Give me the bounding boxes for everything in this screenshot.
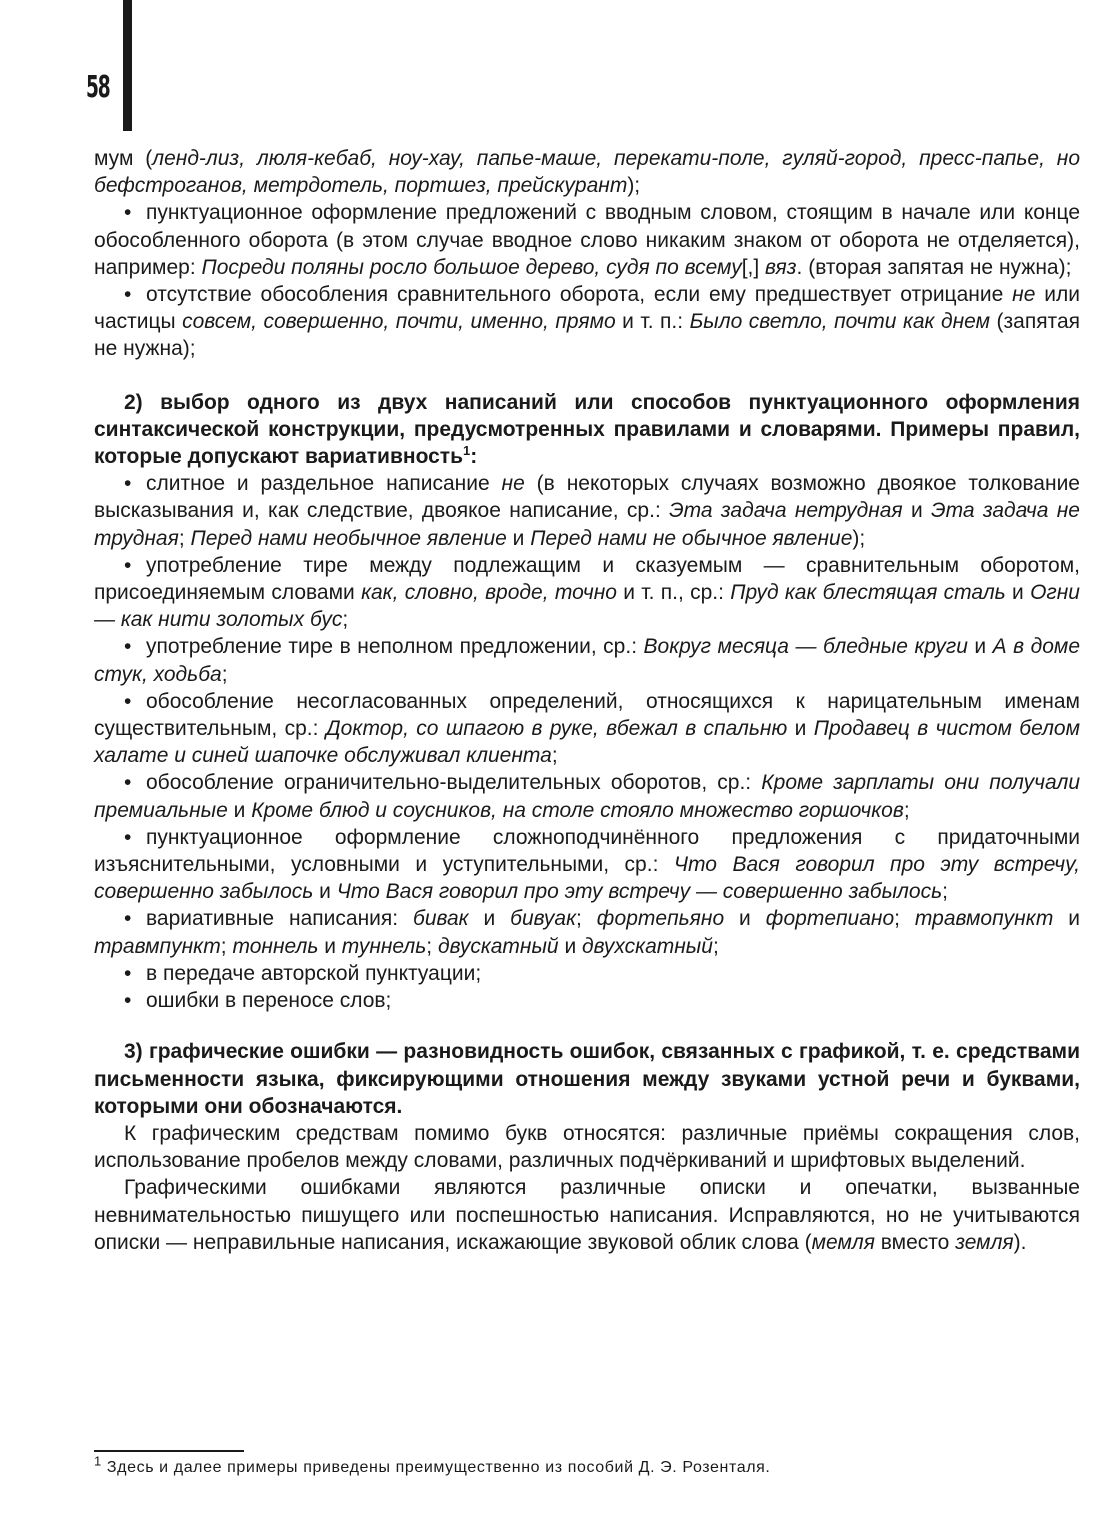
bullet-item: • пунктуационное оформление предложений с вводным словом, стоящим в начале или конце обособленного оборота (в этом случае вводное слово никаким знаком от оборота не отделяется), например: Посреди поляны росло большое дерево, судя по всему[,] вяз. (вторая запятая не нужна);	[94, 201, 1080, 279]
paragraph: Графическими ошибками являются различные описки и опечатки, вызванные невнимательностью пишущего или поспешностью написания. Исправляются, но не учитываются описки — неправильные написания, искажающие звуковой облик слова (мемля вместо земля).	[94, 1176, 1080, 1254]
bullet-icon: •	[124, 201, 132, 225]
bullet-item: • употребление тире между подлежащим и сказуемым — сравнительным оборотом, присоединяемым словами как, словно, вроде, точно и т. п., ср.: Пруд как блестящая сталь и Огни — как нити золотых бус;	[94, 553, 1080, 632]
bullet-icon: •	[124, 825, 132, 849]
bullet-item: • слитное и раздельное написание не (в некоторых случаях возможно двоякое толкование высказывания и, как следствие, двоякое написание, ср.: Эта задача нетрудная и Эта задача не трудная; Перед нами необычное явление и Перед нами не обычное явление);	[94, 472, 1080, 550]
footnote-divider	[94, 1450, 244, 1452]
section-heading: 3) графические ошибки — разновидность ошибок, связанных с графикой, т. е. средствами письменности языка, фиксирующими отношения между звуками устной речи и буквами, которыми они обозначаются.	[94, 1040, 1080, 1118]
bullet-item: • пунктуационное оформление сложноподчинённого предложения с придаточными изъяснительными, условными и уступительными, ср.: Что Вася говорил про эту встречу, совершенно забылось и Что Вася говорил про эту встречу — совершенно забылось;	[94, 825, 1080, 904]
bullet-item: • ошибки в переносе слов;	[94, 987, 1080, 1014]
bullet-icon: •	[124, 472, 132, 496]
bullet-item: • употребление тире в неполном предложении, ср.: Вокруг месяца — бледные круги и А в доме стук, ходьба;	[94, 635, 1081, 686]
bullet-icon: •	[124, 553, 132, 577]
bullet-icon: •	[124, 989, 132, 1013]
page-content	[94, 145, 1080, 1256]
section-heading: 2) выбор одного из двух написаний или способов пунктуационного оформления синтаксической конструкции, предусмотренных правилами и словарями. Примеры правил, которые допускают вариативность$^1$:	[94, 390, 1080, 469]
bullet-item: • обособление несогласованных определений, относящихся к нарицательным именам существительным, ср.: Доктор, со шпагою в руке, вбежал в спальню и Продавец в чистом белом халате и синей шапочке обслуживал клиента;	[94, 689, 1080, 768]
bullet-item: • в передаче авторской пунктуации;	[94, 960, 1080, 987]
bullet-item: • отсутствие обособления сравнительного оборота, если ему предшествует отрицание не или частицы совсем, совершенно, почти, именно, прямо и т. п.: Было светло, почти как днем (запятая не нужна);	[94, 283, 1080, 361]
bullet-item: • вариативные написания: бивак и бивуак; фортепьяно и фортепиано; травмопункт и травмпункт; тоннель и туннель; двускатный и двухскатный;	[94, 907, 1080, 958]
footnote: $^1$ Здесь и далее примеры приведены преимущественно из пособий Д. Э. Розенталя.	[94, 1453, 771, 1476]
bullet-icon: •	[124, 689, 132, 713]
bullet-icon: •	[124, 907, 132, 931]
page-number: 58	[86, 70, 110, 105]
bullet-icon: •	[124, 961, 132, 985]
footnote-mark: 1	[94, 1453, 102, 1469]
footnote-ref: 1	[463, 443, 471, 459]
bullet-icon: •	[124, 771, 132, 795]
paragraph-continuation: мум (ленд-лиз, люля-кебаб, ноу-хау, папье-маше, перекати-поле, гуляй-город, пресс-папье, но бефстроганов, метрдотель, портшез, прейскурант);	[94, 147, 1080, 198]
paragraph: К графическим средствам помимо букв относятся: различные приёмы сокращения слов, использование пробелов между словами, различных подчёркиваний и шрифтовых выделений.	[94, 1121, 1080, 1173]
bullet-icon: •	[124, 283, 132, 307]
margin-rule	[123, 0, 132, 131]
bullet-item: • обособление ограничительно-выделительных оборотов, ср.: Кроме зарплаты они получали премиальные и Кроме блюд и соусников, на столе стояло множество горшочков;	[94, 771, 1080, 822]
bullet-icon: •	[124, 635, 132, 659]
